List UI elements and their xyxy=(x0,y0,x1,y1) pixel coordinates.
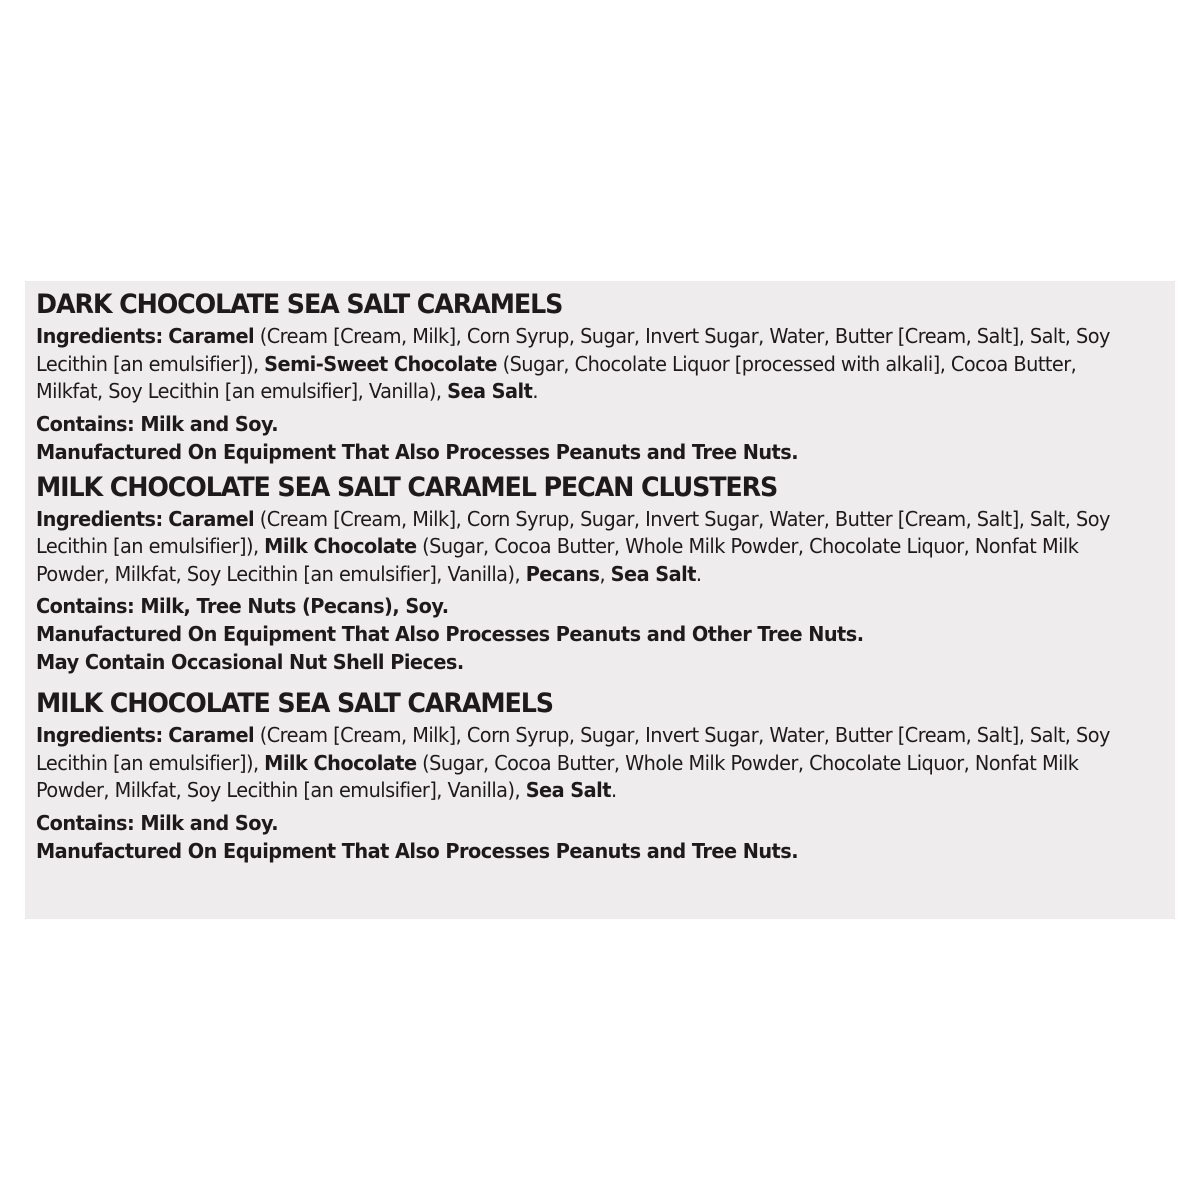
ingredient-highlight: Caramel xyxy=(168,506,255,531)
equipment-note: Manufactured On Equipment That Also Processes Peanuts and Tree Nuts. xyxy=(36,439,799,464)
ingredient-highlight: Pecans xyxy=(525,561,600,586)
ingredient-run: . xyxy=(532,379,538,403)
ingredient-run: , xyxy=(599,561,611,586)
ingredients-text xyxy=(36,323,1122,406)
ingredient-run: (Cream [Cream, Milk], Corn Syrup, Sugar, Invert Sugar, Water, Butter [Cream, Salt], Salt, Soy Lecithin [an emulsifier]), xyxy=(36,324,1110,376)
allergen-notes xyxy=(36,809,1135,865)
ingredient-run: (Sugar, Chocolate Liquor [processed with alkali], Cocoa Butter, Milkfat, Soy Lecithin [an emulsifier], Vanilla), xyxy=(36,351,1077,403)
ingredients-list xyxy=(36,507,1110,586)
ingredient-highlight: Sea Salt xyxy=(447,379,533,403)
ingredient-highlight: Sea Salt xyxy=(525,778,611,802)
ingredient-highlight: Caramel xyxy=(168,723,255,747)
allergen-notes xyxy=(36,410,1135,466)
ingredient-run: (Sugar, Cocoa Butter, Whole Milk Powder, Chocolate Liquor, Nonfat Milk Powder, Milkfat, Soy Lecithin [an emulsifier], Vanilla), xyxy=(36,750,1079,802)
ingredient-run: (Cream [Cream, Milk], Corn Syrup, Sugar, Invert Sugar, Water, Butter [Cream, Salt], Salt, Soy Lecithin [an emulsifier]), xyxy=(36,723,1110,775)
ingredients-text xyxy=(36,722,1122,805)
section-title: DARK CHOCOLATE SEA SALT CARAMELS xyxy=(36,289,563,320)
contains-note: Contains: Milk and Soy. xyxy=(36,411,279,436)
ingredient-highlight: Milk Chocolate xyxy=(264,534,417,558)
ingredients-label: Ingredients: xyxy=(36,324,163,348)
allergen-notes xyxy=(36,592,1135,676)
ingredient-highlight: Milk Chocolate xyxy=(264,750,417,775)
contains-note: Contains: Milk and Soy. xyxy=(36,810,279,835)
ingredients-label: Ingredients: xyxy=(36,723,163,747)
equipment-note: Manufactured On Equipment That Also Processes Peanuts and Other Tree Nuts. xyxy=(36,622,864,646)
ingredient-run: . xyxy=(695,561,702,586)
ingredient-run: . xyxy=(610,778,617,802)
contains-note: Contains: Milk, Tree Nuts (Pecans), Soy. xyxy=(36,594,449,618)
section-title: MILK CHOCOLATE SEA SALT CARAMEL PECAN CLUSTERS xyxy=(36,471,778,503)
ingredients-list xyxy=(36,723,1110,802)
ingredient-highlight: Semi-Sweet Chocolate xyxy=(264,351,497,376)
section-milk-chocolate-pecan-clusters xyxy=(36,472,1175,677)
ingredient-label-panel xyxy=(25,281,1175,919)
ingredients-list xyxy=(36,324,1110,403)
ingredient-highlight: Sea Salt xyxy=(610,561,696,586)
ingredient-highlight: Caramel xyxy=(168,324,255,348)
section-dark-chocolate-sea-salt-caramels xyxy=(36,289,1175,466)
ingredient-run: (Cream [Cream, Milk], Corn Syrup, Sugar, Invert Sugar, Water, Butter [Cream, Salt], Salt, Soy Lecithin [an emulsifier]), xyxy=(36,506,1110,558)
ingredients-label: Ingredients: xyxy=(36,506,163,531)
ingredients-text xyxy=(36,506,1122,589)
section-title: MILK CHOCOLATE SEA SALT CARAMELS xyxy=(36,688,553,719)
ingredient-run: (Sugar, Cocoa Butter, Whole Milk Powder, Chocolate Liquor, Nonfat Milk Powder, Milkfat, Soy Lecithin [an emulsifier], Vanilla), xyxy=(36,534,1079,586)
equipment-note: Manufactured On Equipment That Also Processes Peanuts and Tree Nuts. xyxy=(36,838,799,863)
nut-shell-note: May Contain Occasional Nut Shell Pieces. xyxy=(36,650,464,674)
section-milk-chocolate-sea-salt-caramels xyxy=(36,688,1175,865)
